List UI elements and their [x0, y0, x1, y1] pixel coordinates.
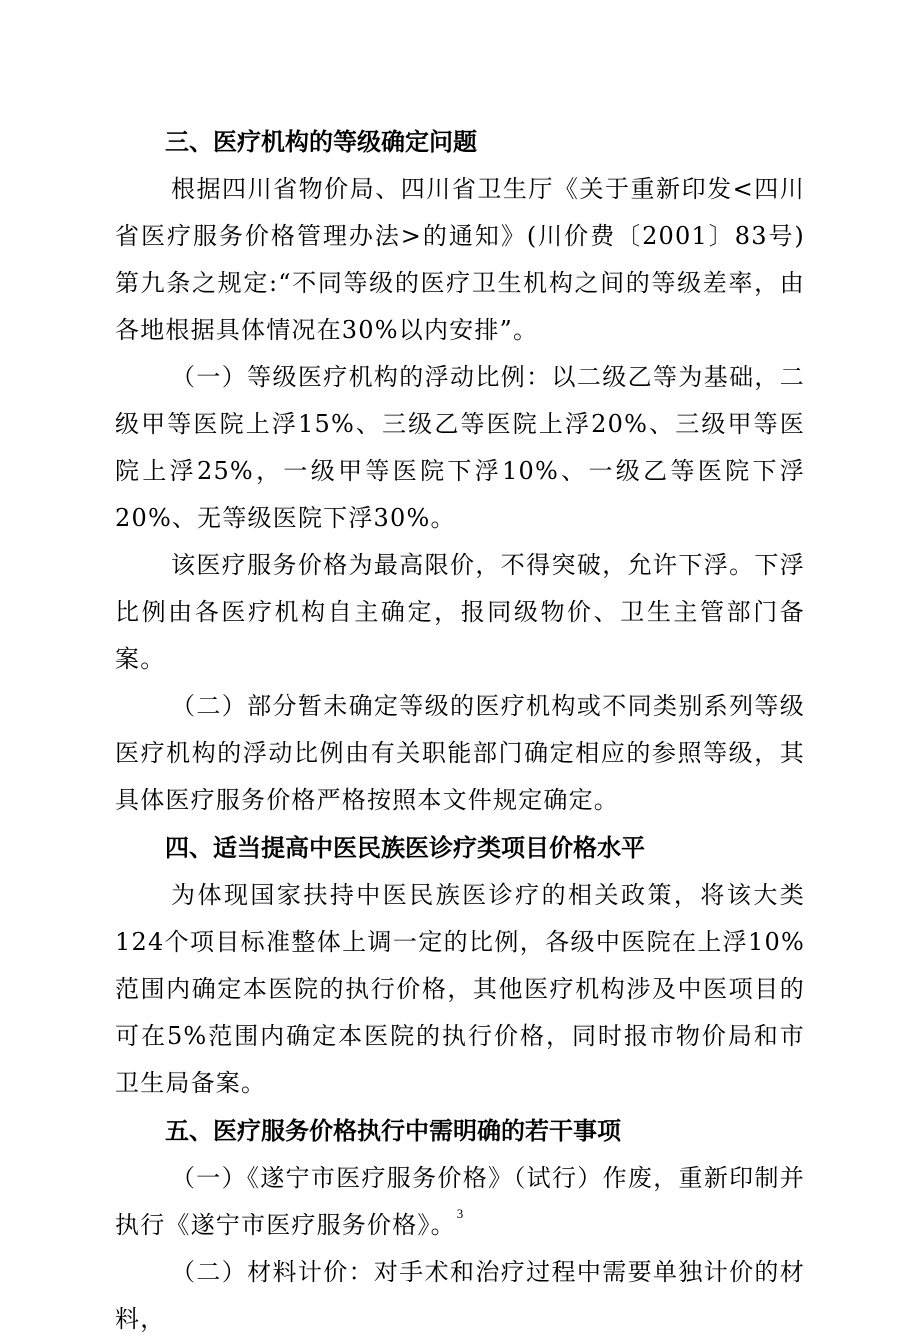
section-heading: 四、适当提高中医民族医诊疗类项目价格水平: [165, 834, 645, 862]
section-heading: 五、医疗服务价格执行中需明确的若干事项: [165, 1117, 621, 1145]
page-number: 3: [456, 1206, 464, 1221]
paragraph: （二）部分暂未确定等级的医疗机构或不同类别系列等级医疗机构的浮动比例由有关职能部门确定相应的参照等级，其具体医疗服务价格严格按照本文件规定确定。: [115, 692, 805, 814]
paragraph: （一）等级医疗机构的浮动比例：以二级乙等为基础，二级甲等医院上浮15%、三级乙等医院上浮20%、三级甲等医院上浮25%，一级甲等医院下浮10%、一级乙等医院下浮20%、无等级医院下浮30%。: [115, 363, 805, 532]
paragraph: 为体现国家扶持中医民族医诊疗的相关政策，将该大类124个项目标准整体上调一定的比例，各级中医院在上浮10%范围内确定本医院的执行价格，其他医疗机构涉及中医项目的可在5%范围内确定本医院的执行价格，同时报市物价局和市卫生局备案。: [115, 881, 805, 1097]
document-body: [115, 118, 805, 1343]
paragraph: （二）材料计价：对手术和治疗过程中需要单独计价的材料，: [115, 1258, 805, 1333]
section-5: [115, 1107, 805, 1343]
paragraph: （一）《遂宁市医疗服务价格》（试行）作废，重新印制并执行《遂宁市医疗服务价格》。: [115, 1164, 805, 1239]
section-heading: 三、医疗机构的等级确定问题: [165, 128, 477, 156]
paragraph: 该医疗服务价格为最高限价，不得突破，允许下浮。下浮比例由各医疗机构自主确定，报同级物价、卫生主管部门备案。: [115, 551, 805, 673]
paragraph: 根据四川省物价局、四川省卫生厅《关于重新印发<四川省医疗服务价格管理办法>的通知》(川价费〔2001〕83号)第九条之规定:“不同等级的医疗卫生机构之间的等级差率，由各地根据具体情况在30%以内安排”。: [115, 175, 805, 344]
section-3: [115, 118, 805, 824]
section-4: [115, 824, 805, 1107]
